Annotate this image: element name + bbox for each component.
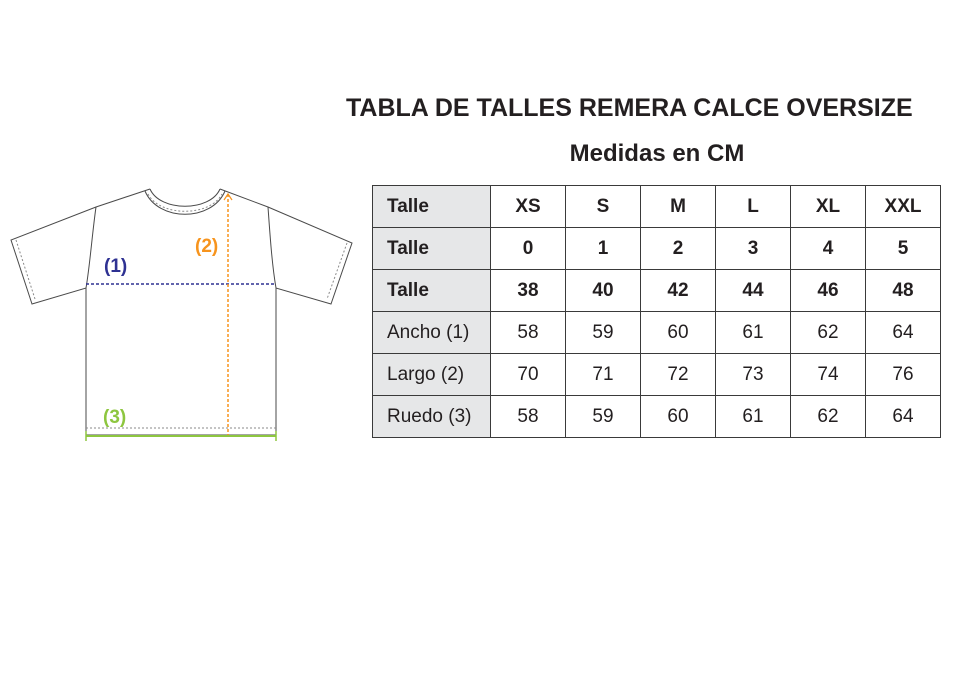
table-cell: 44 [716,270,791,312]
table-cell: 61 [716,312,791,354]
row-label: Talle [373,270,491,312]
table-cell: 0 [491,228,566,270]
table-row-ancho [373,312,941,354]
table-cell: M [641,186,716,228]
table-cell: 73 [716,354,791,396]
table-cell: 64 [866,312,941,354]
row-label: Talle [373,186,491,228]
table-cell: 64 [866,396,941,438]
table-cell: 62 [791,312,866,354]
table-cell: 42 [641,270,716,312]
table-cell: 2 [641,228,716,270]
table-cell: 48 [866,270,941,312]
table-row-ruedo [373,396,941,438]
table-cell: L [716,186,791,228]
table-row-largo [373,354,941,396]
row-label: Ancho (1) [373,312,491,354]
table-cell: 40 [566,270,641,312]
table-cell: 74 [791,354,866,396]
table-cell: 59 [566,312,641,354]
row-label: Ruedo (3) [373,396,491,438]
table-cell: 4 [791,228,866,270]
table-cell: 46 [791,270,866,312]
page-subtitle: Medidas en CM [569,140,745,167]
largo-label: (2) [195,236,219,257]
table-cell: 70 [491,354,566,396]
row-label: Talle [373,228,491,270]
size-table [372,185,941,438]
table-row-size-letter [373,186,941,228]
table-row-size-equivalent [373,270,941,312]
ruedo-label: (3) [103,407,127,428]
table-cell: 60 [641,396,716,438]
table-cell: 58 [491,396,566,438]
tshirt-outline [11,189,352,435]
table-cell: 38 [491,270,566,312]
table-cell: 60 [641,312,716,354]
table-cell: 76 [866,354,941,396]
table-cell: XL [791,186,866,228]
table-cell: XS [491,186,566,228]
row-label: Largo (2) [373,354,491,396]
table-cell: 71 [566,354,641,396]
table-cell: 59 [566,396,641,438]
table-cell: S [566,186,641,228]
table-cell: 5 [866,228,941,270]
table-cell: 61 [716,396,791,438]
page-title: TABLA DE TALLES REMERA CALCE OVERSIZE [346,94,913,122]
table-cell: 3 [716,228,791,270]
table-cell: 62 [791,396,866,438]
table-cell: 1 [566,228,641,270]
table-row-size-number [373,228,941,270]
ancho-label: (1) [104,256,128,277]
table-cell: 58 [491,312,566,354]
tshirt-diagram [0,180,360,450]
table-cell: XXL [866,186,941,228]
table-cell: 72 [641,354,716,396]
